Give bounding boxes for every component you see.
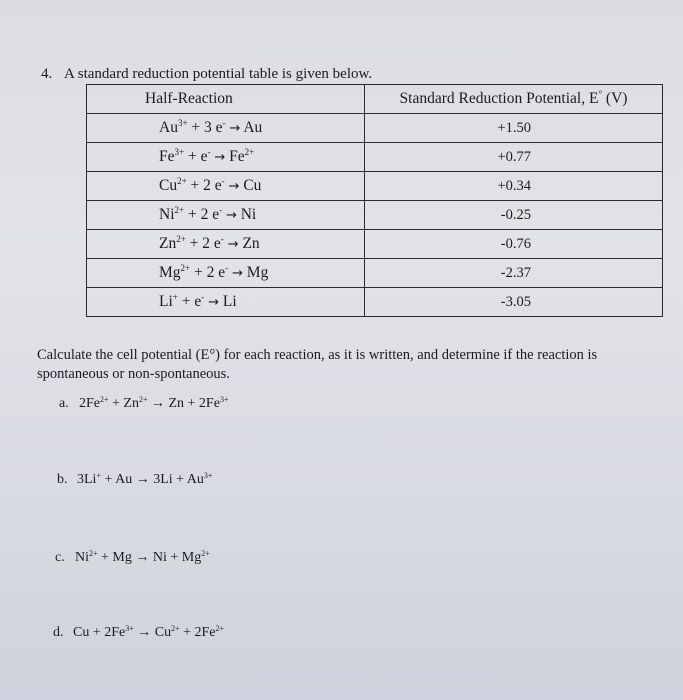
half-reaction-cell: $Zn^{2+} + 2$ e- → Zn bbox=[87, 230, 365, 259]
arrow-icon: → bbox=[214, 150, 226, 165]
part-d: d. $Cu + 2Fe^{3+} \to Cu^{2+} + 2Fe^{2+}$ bbox=[53, 624, 225, 640]
table-body bbox=[87, 114, 663, 317]
arrow-icon: → bbox=[229, 121, 241, 136]
part-b: b. $3Li^+ + Au \to 3Li + Au^{3+}$ bbox=[57, 471, 213, 487]
half-reaction-cell: $Au^{3+} + 3$ e- → Au bbox=[87, 114, 365, 143]
part-c: c. $Ni^{2+} + Mg \to Ni + Mg^{2+}$ bbox=[55, 549, 210, 565]
potential-cell: -2.37 bbox=[365, 259, 663, 288]
instructions-text: Calculate the cell potential (E°) for each reaction, as it is written, and determine if the reaction is spontaneous or non-spontaneous. bbox=[37, 347, 598, 382]
arrow-icon: → bbox=[225, 208, 237, 223]
half-reaction-cell: $Mg^{2+} + 2$ e- → Mg bbox=[87, 259, 365, 288]
potential-cell: -0.25 bbox=[365, 201, 663, 230]
table-row bbox=[87, 201, 663, 230]
table-row bbox=[87, 288, 663, 317]
arrow-icon: → bbox=[228, 179, 240, 194]
question-heading bbox=[41, 66, 372, 83]
half-reaction-cell: $Cu^{2+} + 2$ e- → Cu bbox=[87, 172, 365, 201]
header-half-reaction: Half-Reaction bbox=[87, 85, 365, 114]
arrow-icon: → bbox=[232, 266, 243, 281]
potential-cell: +0.77 bbox=[365, 143, 663, 172]
header-potential-text: Standard Reduction Potential, E bbox=[399, 90, 599, 107]
half-reaction-cell: $Fe^{3+} + e^- \to Fe^{2+}$ bbox=[87, 143, 365, 172]
header-degree: ° bbox=[598, 89, 603, 99]
half-reaction-cell: Li+ + e- → Li bbox=[87, 288, 365, 317]
arrow-icon: → bbox=[208, 295, 220, 310]
half-reaction-cell: $Ni^{2+} + 2$ e- → Ni bbox=[87, 201, 365, 230]
potential-cell: -3.05 bbox=[365, 288, 663, 317]
question-title: A standard reduction potential table is given below. bbox=[64, 66, 373, 82]
potential-cell: -0.76 bbox=[365, 230, 663, 259]
table-row bbox=[87, 143, 663, 172]
part-a: a. $2Fe^{2+} + Zn^{2+} \to Zn + 2Fe^{3+}$ bbox=[59, 395, 229, 411]
potential-cell: +1.50 bbox=[365, 114, 663, 143]
potential-cell: +0.34 bbox=[365, 172, 663, 201]
arrow-icon: → bbox=[227, 237, 239, 252]
table-row bbox=[87, 114, 663, 143]
table-row bbox=[87, 259, 663, 288]
table-header-row bbox=[87, 85, 663, 114]
question-number: 4. bbox=[41, 66, 53, 82]
header-unit: (V) bbox=[602, 90, 628, 107]
header-potential bbox=[365, 85, 663, 114]
table-row bbox=[87, 230, 663, 259]
reduction-potential-table bbox=[86, 84, 663, 317]
table-row bbox=[87, 172, 663, 201]
